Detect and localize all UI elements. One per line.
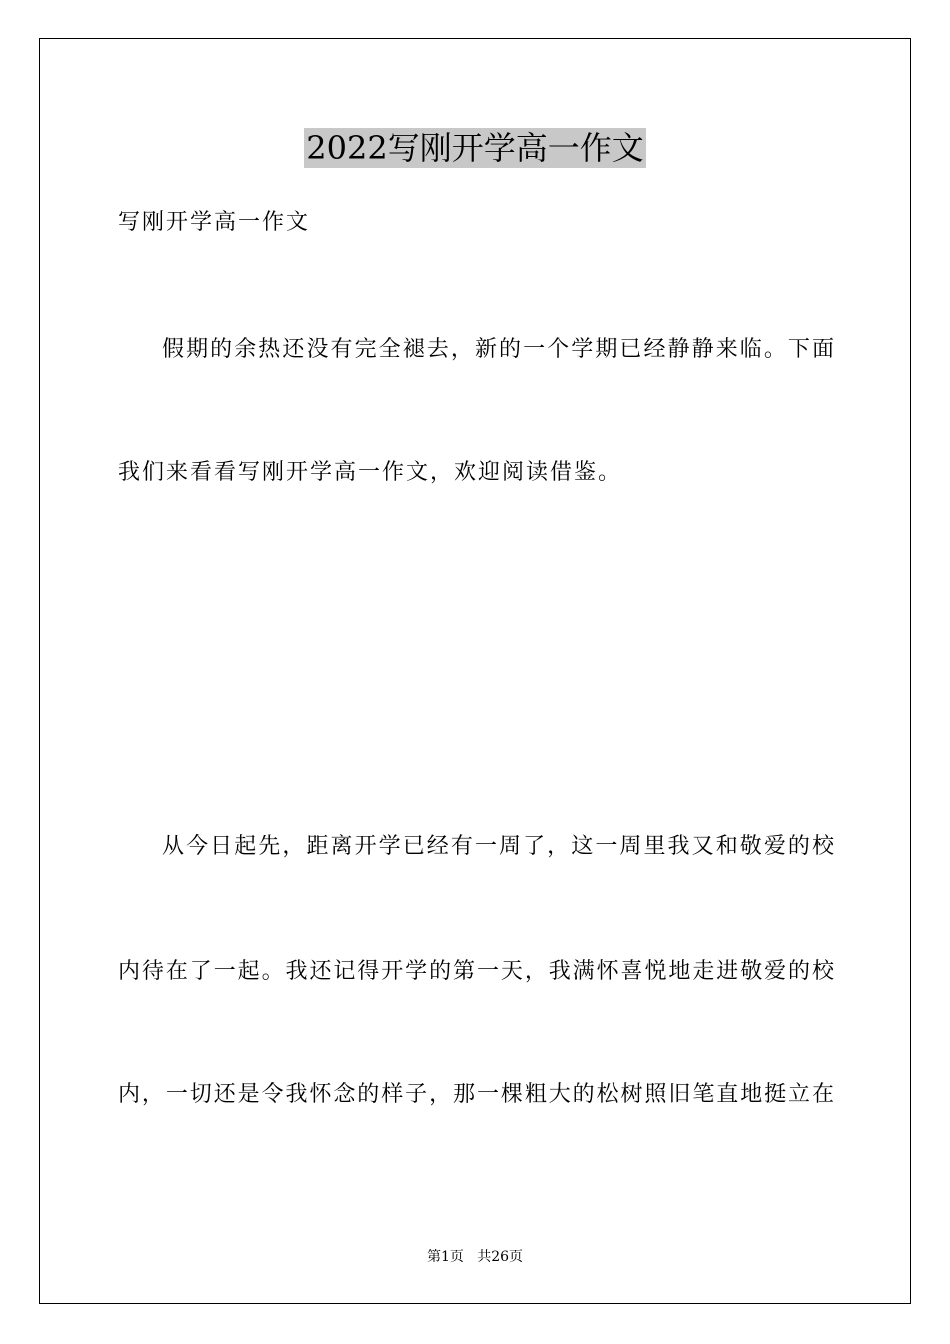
paragraph-1-line-2: 我们来看看写刚开学高一作文，欢迎阅读借鉴。 bbox=[118, 460, 623, 485]
document-title: 2022写刚开学高一作文 bbox=[306, 129, 644, 167]
page-number-label: 第1页 共26页 bbox=[426, 1249, 524, 1265]
document-subtitle: 写刚开学高一作文 bbox=[118, 210, 311, 235]
paragraph-2-line-2: 内待在了一起。我还记得开学的第一天，我满怀喜悦地走进敬爱的校 bbox=[118, 959, 834, 984]
paragraph-1-line-1: 假期的余热还没有完全褪去，新的一个学期已经静静来临。下面 bbox=[162, 337, 834, 362]
title-container bbox=[0, 128, 950, 168]
paragraph-2-line-3: 内，一切还是令我怀念的样子，那一棵粗大的松树照旧笔直地挺立在 bbox=[118, 1082, 834, 1107]
page-footer bbox=[0, 1248, 950, 1266]
paragraph-2-line-1: 从今日起先，距离开学已经有一周了，这一周里我又和敬爱的校 bbox=[162, 834, 834, 859]
